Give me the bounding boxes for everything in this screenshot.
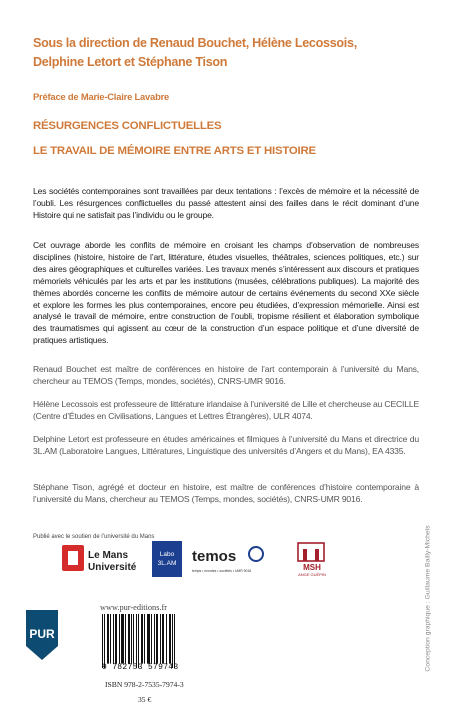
credit-text: Conception graphique : Guillaume Bailly-Michels [424,525,432,672]
book-title: RÉSURGENCES CONFLICTUELLES [33,120,222,132]
isbn: ISBN 978-2-7535-7974-3 [105,680,184,689]
price: 35 € [138,695,152,704]
temos-logo [190,541,270,577]
bio-helene-lecossois: Hélène Lecossois est professeure de littérature irlandaise à l’université de Lille et chercheuse au CECILLE (Centre d’Études en Civilisations, Langues et Lettres Étrangères), ULR 4074. [33,399,419,421]
msh-building-icon [298,543,324,561]
msh-ange-guepin-logo [282,541,342,577]
pur-logo [22,608,62,662]
barcode [100,614,176,668]
summary-paragraph-1: Les sociétés contemporaines sont travaillées par deux tentations : l’excès de mémoire et la nécessité de l’oubli. Les résurgences conflictuelles du passé attestent ainsi des failles dans le récit dominant d’une Histoire qui ne satisfait pas l’individu ou le groupe. [33,186,419,220]
msh-text: MSH [303,563,321,572]
summary-paragraph-2: Cet ouvrage aborde les conflits de mémoire en croisant les champs d’observation de nombreuses disciplines (histoire, histoire de l’art, littérature, études visuelles, théâtrales, sciences politiques, etc.) sur des aires géographiques et culturelles variées. Les travaux menés s’intéressent aux discours et pratiques mémoriels véhiculés par les arts et par les institutions (musées, célébrations publiques). La majorité des thèmes abordés concerne les conflits de mémoire autour de certains événements du second XXe siècle et explore les formes les plus contemporaines, encore peu étudiées, d’expression mémorielle. Ainsi est analysé le travail de mémoire, entre construction de l’oubli, tropisme résilient et élaboration symbolique des traumatismes qui agissent au cœur de la construction d’un espace politique et d’une diversité de pratiques artistiques. [33,240,419,346]
labo-text: Labo [159,551,175,558]
le-mans-universite-logo [60,541,148,577]
temos-subtitle: temps • mondes • sociétés • UMR 9016 [192,569,252,573]
ange-guepin-text: ANGE GUÉPIN [298,572,326,577]
publisher-website: www.pur-editions.fr [100,603,168,612]
barcode-number: 9 782753 579743 [102,663,179,672]
editors [33,34,403,72]
pur-text: PUR [29,627,55,641]
graphic-design-credit [420,500,432,700]
bio-delphine-letort: Delphine Letort est professeure en études américaines et filmiques à l’université du Mans et directrice du 3L.AM (Laboratoire Langues, Littératures, Linguistique des universités d’Angers et du Mans), EA 4335. [33,434,419,456]
cnrs-icon [249,547,263,561]
book-subtitle: LE TRAVAIL DE MÉMOIRE ENTRE ARTS ET HISTOIRE [33,145,316,157]
bio-stephane-tison: Stéphane Tison, agrégé et docteur en histoire, est maître de conférences d’histoire contemporaine à l’université du Mans, chercheur au TEMOS (Temps, mondes, sociétés), CNRS-UMR 9016. [33,482,419,504]
le-mans-text: Le Mans [88,550,129,561]
le-mans-shield-inner [68,551,78,565]
editors-line-1: Sous la direction de Renaud Bouchet, Hélène Lecossois, [33,36,357,50]
editors-line-2: Delphine Letort et Stéphane Tison [33,55,228,69]
preface-author: Préface de Marie-Claire Lavabre [33,91,170,102]
support-note: Publié avec le soutien de l’université du Mans [33,534,155,540]
labo-3lam-logo [152,541,182,577]
universite-text: Université [88,562,137,573]
bio-renaud-bouchet: Renaud Bouchet est maître de conférences en histoire de l’art contemporain à l’université du Mans, chercheur au TEMOS (Temps, mondes, sociétés), CNRS-UMR 9016. [33,364,419,386]
temos-text: temos [192,548,237,565]
labo-3lam-text: 3L.AM [157,560,177,567]
